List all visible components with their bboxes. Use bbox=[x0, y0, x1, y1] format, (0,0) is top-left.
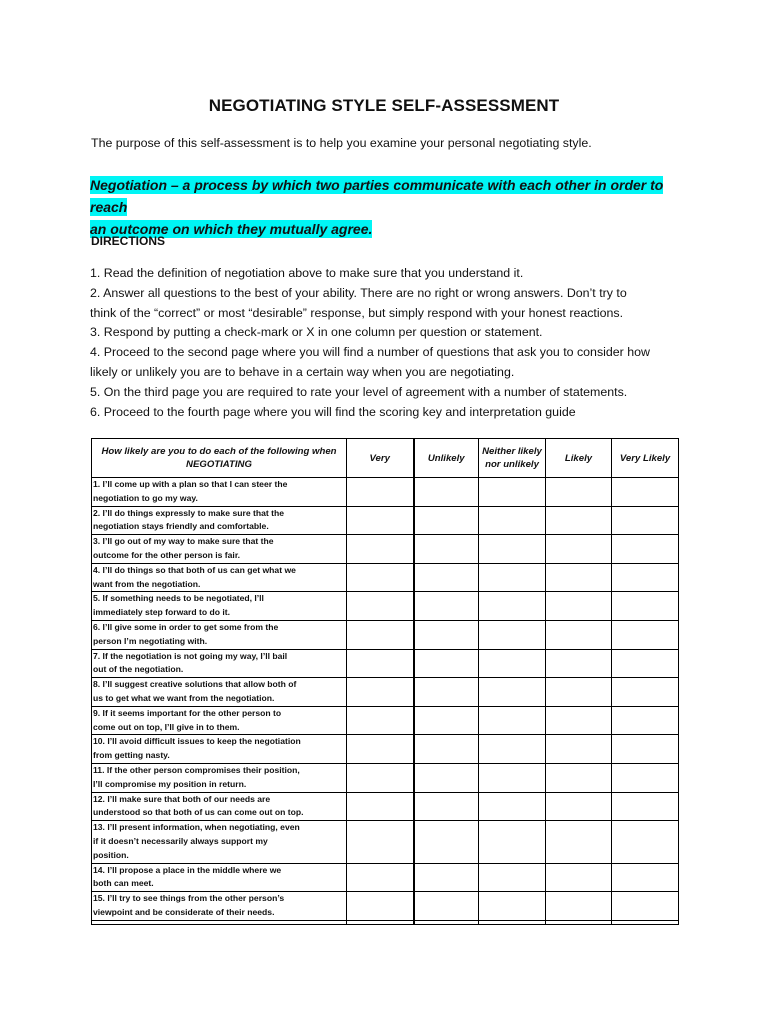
table-row bbox=[92, 506, 679, 535]
answer-cell-unlikely[interactable] bbox=[414, 563, 479, 592]
table-row bbox=[92, 592, 679, 621]
answer-cell-very-likely[interactable] bbox=[612, 592, 679, 621]
answer-cell-neither[interactable] bbox=[479, 478, 546, 507]
survey-table bbox=[91, 438, 679, 925]
answer-cell-very-likely[interactable] bbox=[612, 478, 679, 507]
question-line: 7. If the negotiation is not going my way, I’ll bail bbox=[93, 650, 288, 661]
answer-cell-neither[interactable] bbox=[479, 706, 546, 735]
question-cell bbox=[92, 821, 347, 863]
direction-line: 3. Respond by putting a check-mark or X in one column per question or statement. bbox=[90, 325, 543, 340]
question-line: 10. I’ll avoid difficult issues to keep the negotiation bbox=[93, 736, 301, 747]
answer-cell-unlikely[interactable] bbox=[414, 735, 479, 764]
direction-line: 4. Proceed to the second page where you will find a number of questions that ask you to consider how bbox=[90, 345, 650, 360]
question-line: 9. If it seems important for the other person to bbox=[93, 707, 282, 718]
table-row bbox=[92, 735, 679, 764]
question-line: want from the negotiation. bbox=[93, 578, 201, 589]
answer-cell-likely[interactable] bbox=[546, 592, 612, 621]
answer-cell-unlikely[interactable] bbox=[414, 592, 479, 621]
definition-line-2: an outcome on which they mutually agree. bbox=[90, 221, 373, 237]
column-header-neither: Neither likely nor unlikely bbox=[479, 439, 546, 478]
answer-cell-very[interactable] bbox=[347, 620, 414, 649]
question-cell bbox=[92, 792, 347, 821]
question-line: viewpoint and be considerate of their needs. bbox=[93, 906, 275, 917]
answer-cell-very-likely[interactable] bbox=[612, 792, 679, 821]
question-line: I’ll compromise my position in return. bbox=[93, 778, 247, 789]
answer-cell-very[interactable] bbox=[347, 678, 414, 707]
page-title: NEGOTIATING STYLE SELF-ASSESSMENT bbox=[208, 96, 560, 115]
answer-cell-very[interactable] bbox=[347, 535, 414, 564]
answer-cell-very-likely[interactable] bbox=[612, 821, 679, 863]
direction-line: think of the “correct” or most “desirable” response, but simply respond with your honest reactions. bbox=[90, 305, 624, 320]
answer-cell-likely[interactable] bbox=[546, 620, 612, 649]
answer-cell-very-likely[interactable] bbox=[612, 863, 679, 892]
table-row bbox=[92, 620, 679, 649]
answer-cell-likely[interactable] bbox=[546, 706, 612, 735]
directions-heading: DIRECTIONS bbox=[91, 234, 166, 248]
answer-cell-likely[interactable] bbox=[546, 506, 612, 535]
question-cell bbox=[92, 892, 347, 921]
answer-cell-unlikely[interactable] bbox=[414, 792, 479, 821]
table-row bbox=[92, 649, 679, 678]
answer-cell-very[interactable] bbox=[347, 706, 414, 735]
column-header-likely: Likely bbox=[546, 439, 612, 478]
question-line: 2. I’ll do things expressly to make sure that the bbox=[93, 507, 285, 518]
column-header-very: Very bbox=[347, 439, 414, 478]
direction-line: likely or unlikely you are to behave in a certain way when you are negotiating. bbox=[90, 364, 515, 379]
direction-line: 5. On the third page you are required to rate your level of agreement with a number of statements. bbox=[90, 384, 628, 399]
answer-cell-likely[interactable] bbox=[546, 821, 612, 863]
answer-cell-very[interactable] bbox=[347, 563, 414, 592]
table-row bbox=[92, 563, 679, 592]
spacer-cell bbox=[347, 920, 414, 924]
answer-cell-very-likely[interactable] bbox=[612, 506, 679, 535]
question-line: 13. I’ll present information, when negotiating, even bbox=[93, 822, 300, 833]
question-line: out of the negotiation. bbox=[93, 664, 184, 675]
answer-cell-unlikely[interactable] bbox=[414, 678, 479, 707]
answer-cell-very-likely[interactable] bbox=[612, 706, 679, 735]
table-row bbox=[92, 478, 679, 507]
answer-cell-likely[interactable] bbox=[546, 535, 612, 564]
spacer-cell bbox=[546, 920, 612, 924]
answer-cell-unlikely[interactable] bbox=[414, 706, 479, 735]
question-line: if it doesn’t necessarily always support my bbox=[93, 835, 268, 846]
answer-cell-unlikely[interactable] bbox=[414, 821, 479, 863]
answer-cell-neither[interactable] bbox=[479, 863, 546, 892]
question-line: from getting nasty. bbox=[93, 750, 170, 761]
answer-cell-neither[interactable] bbox=[479, 620, 546, 649]
question-line: outcome for the other person is fair. bbox=[93, 549, 241, 560]
answer-cell-very[interactable] bbox=[347, 506, 414, 535]
column-header-very-likely: Very Likely bbox=[612, 439, 679, 478]
question-line: negotiation stays friendly and comfortable. bbox=[93, 521, 269, 532]
answer-cell-neither[interactable] bbox=[479, 506, 546, 535]
question-cell bbox=[92, 678, 347, 707]
table-row bbox=[92, 763, 679, 792]
question-line: 3. I’ll go out of my way to make sure that the bbox=[93, 536, 274, 547]
answer-cell-unlikely[interactable] bbox=[414, 892, 479, 921]
answer-cell-neither[interactable] bbox=[479, 678, 546, 707]
question-cell bbox=[92, 506, 347, 535]
answer-cell-unlikely[interactable] bbox=[414, 620, 479, 649]
answer-cell-very-likely[interactable] bbox=[612, 535, 679, 564]
direction-line: 1. Read the definition of negotiation above to make sure that you understand it. bbox=[90, 266, 524, 280]
answer-cell-likely[interactable] bbox=[546, 763, 612, 792]
question-cell bbox=[92, 763, 347, 792]
answer-cell-very-likely[interactable] bbox=[612, 763, 679, 792]
spacer-cell bbox=[414, 920, 479, 924]
question-line: 8. I’ll suggest creative solutions that allow both of bbox=[93, 679, 297, 690]
answer-cell-likely[interactable] bbox=[546, 863, 612, 892]
answer-cell-very-likely[interactable] bbox=[612, 735, 679, 764]
question-line: position. bbox=[93, 849, 129, 860]
direction-line: 2. Answer all questions to the best of your ability. There are no right or wrong answers. Don’t try to bbox=[90, 285, 627, 300]
question-line: person I’m negotiating with. bbox=[93, 635, 208, 646]
answer-cell-very[interactable] bbox=[347, 863, 414, 892]
question-line: 1. I’ll come up with a plan so that I can steer the bbox=[93, 479, 288, 489]
table-row bbox=[92, 892, 679, 921]
answer-cell-likely[interactable] bbox=[546, 649, 612, 678]
question-cell bbox=[92, 535, 347, 564]
spacer-cell bbox=[479, 920, 546, 924]
answer-cell-very-likely[interactable] bbox=[612, 678, 679, 707]
question-line: 12. I’ll make sure that both of our needs are bbox=[93, 793, 271, 804]
question-cell bbox=[92, 620, 347, 649]
answer-cell-very[interactable] bbox=[347, 792, 414, 821]
table-row bbox=[92, 821, 679, 863]
table-row bbox=[92, 678, 679, 707]
question-line: 5. If something needs to be negotiated, I’ll bbox=[93, 593, 264, 604]
table-row bbox=[92, 792, 679, 821]
answer-cell-unlikely[interactable] bbox=[414, 649, 479, 678]
question-cell bbox=[92, 735, 347, 764]
question-column-header: How likely are you to do each of the following when NEGOTIATING bbox=[92, 439, 347, 478]
directions-list bbox=[90, 264, 690, 422]
answer-cell-likely[interactable] bbox=[546, 892, 612, 921]
question-cell bbox=[92, 563, 347, 592]
spacer-cell bbox=[612, 920, 679, 924]
table-row bbox=[92, 535, 679, 564]
answer-cell-very-likely[interactable] bbox=[612, 563, 679, 592]
question-line: negotiation to go my way. bbox=[93, 492, 198, 503]
question-line: come out on top, I’ll give in to them. bbox=[93, 721, 240, 732]
answer-cell-neither[interactable] bbox=[479, 563, 546, 592]
question-cell bbox=[92, 863, 347, 892]
negotiation-definition bbox=[90, 174, 680, 240]
answer-cell-very-likely[interactable] bbox=[612, 892, 679, 921]
answer-cell-neither[interactable] bbox=[479, 649, 546, 678]
answer-cell-very[interactable] bbox=[347, 592, 414, 621]
question-line: 11. If the other person compromises their position, bbox=[93, 764, 300, 775]
question-line: 6. I’ll give some in order to get some from the bbox=[93, 621, 279, 632]
answer-cell-likely[interactable] bbox=[546, 563, 612, 592]
answer-cell-neither[interactable] bbox=[479, 735, 546, 764]
answer-cell-very[interactable] bbox=[347, 821, 414, 863]
question-line: understood so that both of us can come out on top. bbox=[93, 807, 304, 818]
answer-cell-unlikely[interactable] bbox=[414, 506, 479, 535]
question-cell bbox=[92, 706, 347, 735]
answer-cell-very[interactable] bbox=[347, 478, 414, 507]
answer-cell-unlikely[interactable] bbox=[414, 763, 479, 792]
answer-cell-likely[interactable] bbox=[546, 735, 612, 764]
answer-cell-unlikely[interactable] bbox=[414, 535, 479, 564]
table-row-spacer bbox=[92, 920, 679, 924]
question-line: 15. I’ll try to see things from the other person’s bbox=[93, 893, 285, 904]
question-line: us to get what we want from the negotiation. bbox=[93, 692, 275, 703]
answer-cell-very-likely[interactable] bbox=[612, 620, 679, 649]
answer-cell-neither[interactable] bbox=[479, 592, 546, 621]
answer-cell-likely[interactable] bbox=[546, 478, 612, 507]
answer-cell-likely[interactable] bbox=[546, 678, 612, 707]
answer-cell-very[interactable] bbox=[347, 735, 414, 764]
answer-cell-neither[interactable] bbox=[479, 792, 546, 821]
answer-cell-unlikely[interactable] bbox=[414, 863, 479, 892]
purpose-text: The purpose of this self-assessment is to help you examine your personal negotiating style. bbox=[91, 136, 592, 150]
direction-line: 6. Proceed to the fourth page where you will find the scoring key and interpretation guide bbox=[90, 404, 576, 419]
answer-cell-neither[interactable] bbox=[479, 892, 546, 921]
question-line: 14. I’ll propose a place in the middle where we bbox=[93, 864, 282, 875]
answer-cell-neither[interactable] bbox=[479, 535, 546, 564]
answer-cell-neither[interactable] bbox=[479, 821, 546, 863]
question-line: 4. I’ll do things so that both of us can get what we bbox=[93, 564, 296, 575]
question-cell bbox=[92, 649, 347, 678]
question-cell bbox=[92, 592, 347, 621]
definition-line-1: Negotiation – a process by which two parties communicate with each other in order to reach bbox=[90, 177, 664, 215]
spacer-cell bbox=[92, 920, 347, 924]
answer-cell-likely[interactable] bbox=[546, 792, 612, 821]
question-line: both can meet. bbox=[93, 878, 154, 889]
answer-cell-very[interactable] bbox=[347, 892, 414, 921]
table-row bbox=[92, 863, 679, 892]
answer-cell-neither[interactable] bbox=[479, 763, 546, 792]
question-cell bbox=[92, 478, 347, 507]
table-row bbox=[92, 706, 679, 735]
answer-cell-very[interactable] bbox=[347, 763, 414, 792]
answer-cell-very[interactable] bbox=[347, 649, 414, 678]
answer-cell-unlikely[interactable] bbox=[414, 478, 479, 507]
answer-cell-very-likely[interactable] bbox=[612, 649, 679, 678]
question-line: immediately step forward to do it. bbox=[93, 607, 231, 618]
column-header-unlikely: Unlikely bbox=[414, 439, 479, 478]
